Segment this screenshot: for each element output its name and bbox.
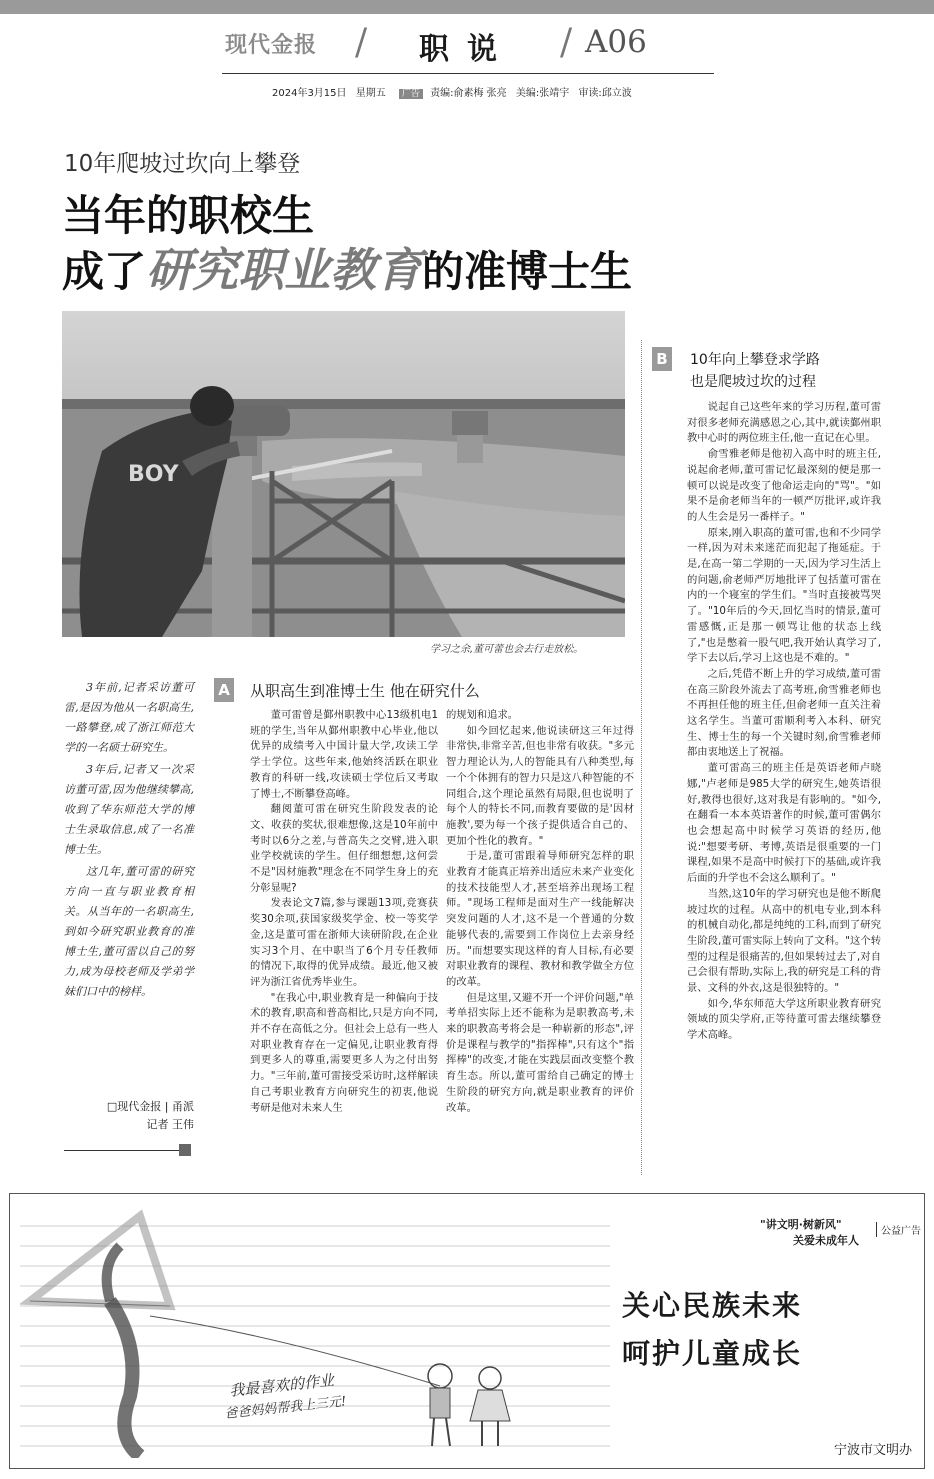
ad-tag: 广告 (399, 89, 423, 99)
section-b-title-line2: 也是爬坡过坎的过程 (690, 374, 816, 390)
byline-reporter: 记者 王伟 (146, 1118, 194, 1131)
page-number: A06 (585, 24, 647, 60)
section-a-badge: A (214, 678, 234, 702)
issue-weekday: 星期五 (355, 88, 386, 99)
editor-credit: 责编:俞素梅 张亮 (430, 88, 507, 99)
section-b-paragraph: 当然,这10年的学习研究也是他不断爬坡过坎的过程。从高中的机电专业,到本科的机械自动化,都是纯纯的工科,而到了研究生阶段,董可雷实际上转向了文科。"这个转型的过程是很痛苦的,但如果转过去了,对自己会很有帮助,实际上,我的研究是工科的背景、文科的外衣,这是很独特的。" (687, 887, 881, 995)
ad-campaign-sub: 关爱未成年人 (793, 1234, 859, 1247)
column-divider (641, 340, 642, 1175)
ad-campaign: "讲文明·树新风" (760, 1218, 842, 1231)
ad-type-label: 公益广告 (876, 1222, 921, 1237)
section-a-paragraph: 翻阅董可雷在研究生阶段发表的论文、收获的奖状,很难想像,这是10年前中考时以6分之差,与普高失之交臂,进入职业学校就读的学生。但仔细想想,这何尝不是"因材施教"理念在不同学生身上的充分彰显呢? (250, 803, 438, 894)
section-b-paragraph: 如今,华东师范大学这所职业教育研究领域的顶尖学府,正等待董可雷去继续攀登学术高峰。 (687, 997, 881, 1042)
masthead-rule (222, 73, 714, 74)
lead-end-square (179, 1144, 191, 1156)
headline-line1: 当年的职校生 (62, 191, 315, 240)
section-name: 职说 (419, 32, 515, 67)
section-b-paragraph: 之后,凭借不断上升的学习成绩,董可雷在高三阶段外流去了高考班,俞雪雅老师也不再担任他的班主任,但俞老师一直关注着这名学生。当董可雷顺利考入本科、研究生、博士生的每一个关键时刻,俞雪雅老师都由衷地送上了祝福。 (687, 667, 881, 759)
byline-credit: □现代金报 | 甬派 (106, 1100, 194, 1113)
photo-caption: 学习之余,董可蕾也会去行走放松。 (430, 644, 584, 655)
masthead-slash: / (560, 22, 573, 63)
lead-intro (64, 678, 194, 1004)
issue-date: 2024年3月15日 (272, 88, 347, 99)
headline-line2-pre: 成了 (62, 247, 147, 296)
masthead (225, 22, 695, 70)
handwriting-line1: 我最喜欢的作业 (228, 1371, 335, 1400)
section-b-title-line1: 10年向上攀登求学路 (690, 352, 820, 368)
ad-slogan-line1: 关心民族未来 (622, 1289, 803, 1322)
section-b-paragraph: 说起自己这些年来的学习历程,董可雷对很多老师充满感恩之心,其中,就读鄞州职教中心时的两位班主任,他一直记在心里。 (687, 401, 881, 445)
section-a-paragraph: "在我心中,职业教育是一种偏向于技术的教育,职高和普高相比,只是方向不同,并不存在高低之分。但社会上总有一些人对职业教育存在一定偏见,让职业教育得到更多人的尊重,需要更多人为之付出努力。"三年前,董可雷接受采访时,这样解读自己考职业教育方向研究生的初衷,他说考研是他对未来人生 (250, 991, 438, 1114)
headline-line2-post: 的准博士生 (422, 247, 633, 296)
public-service-ad (9, 1193, 925, 1469)
ad-sponsor: 宁波市文明办 (833, 1443, 912, 1458)
handwriting-line2: 爸爸妈妈帮我上三元! (223, 1394, 347, 1422)
lead-paragraph: 这几年,董可雷的研究方向一直与职业教育相关。从当年的一名职高生,到如今研究职业教育的准博士生,董可雷以自己的努力,成为母校老师及学弟学妹们口中的榜样。 (64, 865, 194, 998)
issue-info-line (272, 84, 732, 99)
section-a-paragraph: 董可雷曾是鄞州职教中心13级机电1班的学生,当年从鄞州职教中心毕业,他以优异的成绩考入中国计量大学,攻读工学学士学位。这些年来,他始终活跃在职业教育的科研一线,攻读硕士学位后又考取了博士,不断攀登高峰。 (250, 709, 438, 800)
section-b-paragraph: 原来,刚入职高的董可雷,也和不少同学一样,因为对未来迷茫而犯起了拖延症。于是,在高一第二学期的一天,因为学习生活上的问题,俞老师严厉地批评了包括董可雷在内的一个寝室的学生们。"当时直接被骂哭了。"10年后的今天,回忆当时的情景,董可雷感慨,正是那一顿骂让他的状态上线了,"也是憋着一股气吧,我开始认真学习了,学下去以后,学习上这也是不难的。" (687, 526, 881, 665)
photo-illustration (62, 311, 625, 637)
headline-kicker: 10年爬坡过坎向上攀登 (64, 151, 301, 177)
masthead-slash: / (355, 22, 368, 63)
designer-credit: 美编:张靖宇 (515, 88, 570, 99)
notebook-illustration (20, 1206, 610, 1458)
section-a-column-2 (446, 708, 634, 1116)
shirt-print: BOY (128, 462, 179, 487)
feature-photo (62, 311, 625, 637)
section-b-paragraph: 董可雷高三的班主任是英语老师卢晓娜,"卢老师是985大学的研究生,她英语很好,教得也很好,这对我是有影响的。"如今,在翻看一本本英语著作的时候,董可雷偶尔也会想起高中时候学习英语的经历,他说:"想要考研、考博,英语是很重要的一门课程,如果不是高中时候打下的基础,或许我后面的升学也不会这么顺利了。" (687, 762, 881, 885)
section-a-paragraph: 如今回忆起来,他说读研这三年过得非常快,非常辛苦,但也非常有收获。"多元智力理论认为,人的智能具有八种类型,每一个个体拥有的智力只是这八种智能的不同组合,这个理论虽然有局限,但也说明了每个人的特长不同,而教育要做的是'因材施教',要为每一个孩子提供适合自己的、更加个性化的教育。" (446, 724, 634, 847)
section-a-paragraph: 发表论文7篇,参与课题13项,竞赛获奖30余项,获国家级奖学金、校一等奖学金,这是董可雷在浙师大读研阶段,在企业实习3个月、在中职当了6个月专任教师的情况下,取得的优异成绩。最近,他又被评为浙江省优秀毕业生。 (250, 897, 438, 988)
section-a-title: 从职高生到准博士生 他在研究什么 (250, 682, 480, 700)
newspaper-name: 现代金报 (225, 32, 318, 58)
section-a-paragraph: 但是这里,又避不开一个评价问题,"单考单招实际上还不能称为是职教高考,未来的职教高考将会是一种崭新的形态",评价是课程与教学的"指挥棒",只有这个"指挥棒"的改变,才能在实践层面改变整个教育生态。所以,董可雷给自己确定的博士生阶段的研究方向,就是职业教育的评价改革。 (446, 991, 634, 1114)
section-b-badge: B (652, 347, 672, 371)
ad-slogan-line2: 呵护儿童成长 (622, 1337, 803, 1370)
lead-paragraph: 3年后,记者又一次采访董可雷,因为他继续攀高,收到了华东师范大学的博士生录取信息,成了一名准博士生。 (64, 763, 194, 856)
lead-rule (64, 1150, 179, 1151)
lead-paragraph: 3年前,记者采访董可雷,是因为他从一名职高生,一路攀登,成了浙江师范大学的一名硕士研究生。 (64, 681, 194, 754)
byline (64, 1098, 194, 1134)
headline-emphasis: 研究职业教育 (146, 243, 423, 297)
section-a-paragraph: 于是,董可雷跟着导师研究怎样的职业教育才能真正培养出适应未来产业变化的技术技能型人才,甚至培养出现场工程师。"现场工程师是面对生产一线能解决突发问题的人才,这不是一个普通的分数能够代表的,需要到工作岗位上去亲身经历。"而想要实现这样的育人目标,有必要对职业教育的课程、教材和教学做全方位的改革。 (446, 850, 634, 988)
section-b-paragraph: 俞雪雅老师是他初入高中时的班主任,说起俞老师,董可雷记忆最深刻的便是那一顿可以说是改变了他命运走向的"骂"。"如果不是俞老师当年的一顿严厉批评,或许我的人生会是另一番样子。" (687, 448, 881, 523)
section-a-column-1 (250, 708, 438, 1116)
top-gray-bar (0, 0, 934, 14)
section-b-body (687, 400, 881, 1044)
proof-credit: 审读:邱立波 (578, 88, 632, 99)
headline-line2 (62, 234, 632, 300)
section-a-paragraph: 的规划和追求。 (446, 709, 519, 721)
